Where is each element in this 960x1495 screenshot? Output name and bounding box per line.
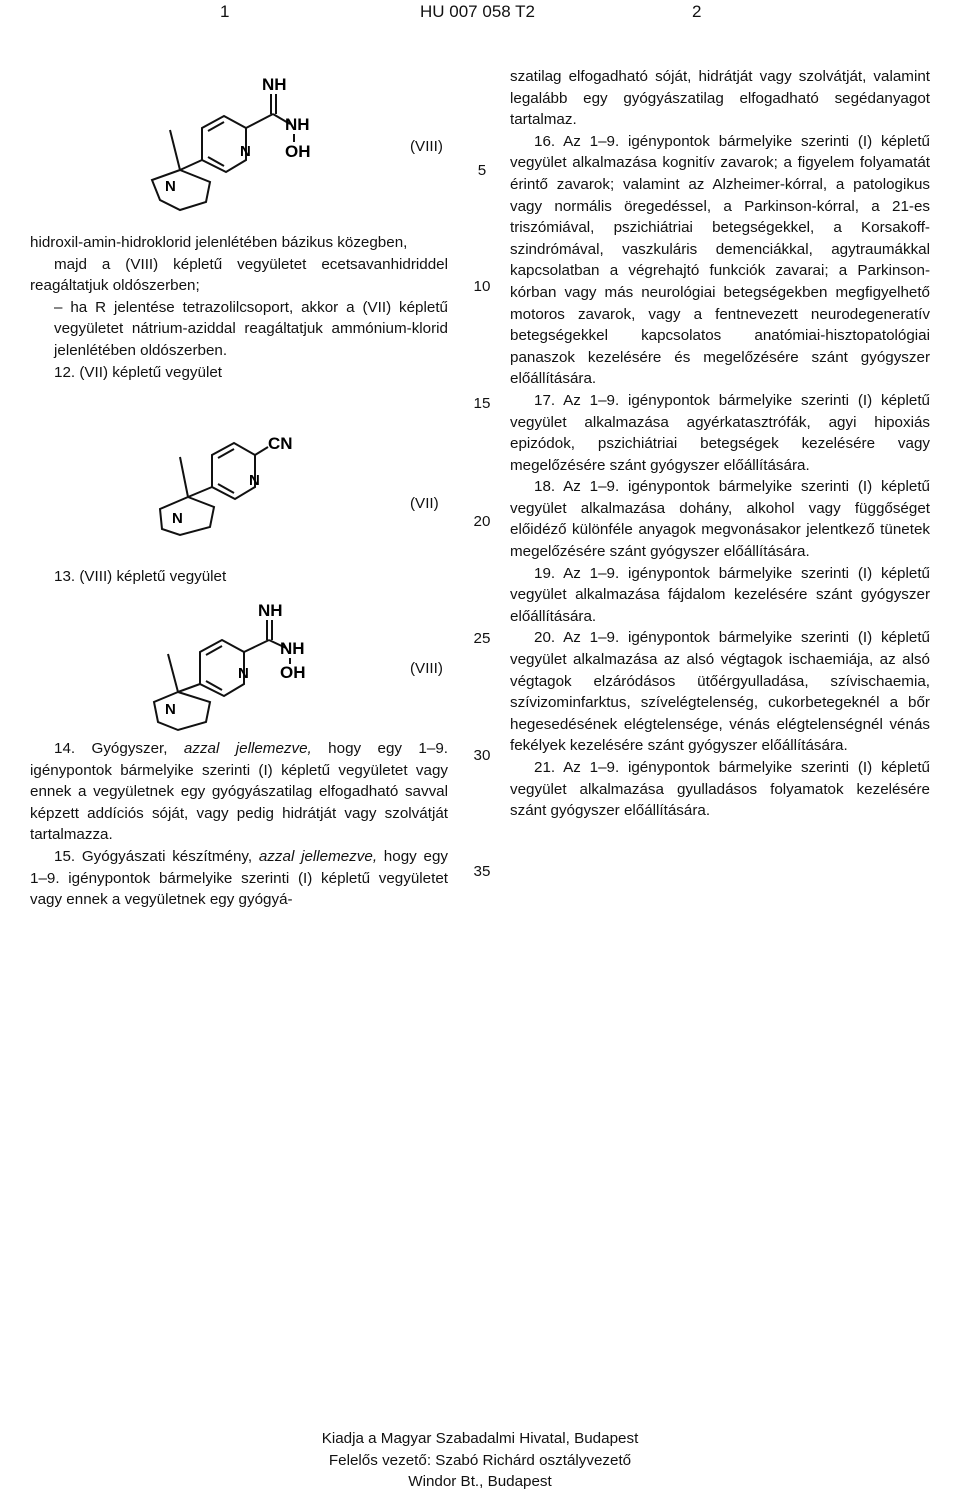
imprint [0, 1428, 960, 1493]
claim-13: 13. (VIII) képletű vegyület [54, 568, 227, 585]
atom-n-label: N [249, 472, 260, 489]
paragraph: hidroxil-amin-hidroklorid jelenlétében bázikus közegben, [30, 234, 408, 251]
page-number-right: 2 [692, 2, 702, 21]
structure-viii-top [140, 70, 340, 230]
claim-16: 16. Az 1–9. igénypontok bármelyike szerinti (I) képletű vegyület alkalmazása kognitív zavarok; a figyelem folyamatát érintő zavarok; valamint az Alzheimer-kórral, a patologikus vagy normális öregedéssel, a Parkinson-kórral, a 21-es triszómiával, pszichiátriai betegségekkel, a Korsakoff-szindrómával, vaszkuláris demenciákkal, agytraumákkal kapcsolatban a végrehajtó funkciók zavarai; a Parkinson-kórban vagy más neurológiai betegségekben megfigyelhető motoros zavarok, vagy a fentnevezett neurodegeneratív betegségekkel kapcsolatos anatómiai-hisztopatológiai panaszok kezelésére és megelőzésére szánt gyógyszer előállítására. [510, 132, 930, 388]
paragraph: majd a (VIII) képletű vegyületet ecetsavanhidriddel reagáltatjuk oldószerben; [30, 255, 448, 295]
atom-n-label: N [240, 143, 251, 160]
paragraph: szatilag elfogadható sóját, hidrátját vagy szolvátját, valamint legalább egy gyógyászatilag elfogadható segédanyagot tartalmaz. [510, 68, 930, 129]
atom-n-label: N [172, 510, 183, 527]
responsible-line: Felelős vezető: Szabó Richárd osztályvezető [328, 1451, 632, 1469]
claim-12: 12. (VII) képletű vegyület [54, 363, 222, 381]
paragraph: – ha R jelentése tetrazolilcsoport, akkor a (VII) képletű vegyületet nátrium-aziddal reagáltatjuk ammónium-klorid jelenlétében oldószerben. [54, 298, 448, 359]
page-number-left: 1 [220, 2, 230, 21]
structure-vii [140, 425, 320, 545]
claim-19: 19. Az 1–9. igénypontok bármelyike szerinti (I) képletű vegyület alkalmazása fájdalom kezelésére szánt gyógyszer előállítására. [510, 564, 930, 625]
line-number: 25 [473, 630, 491, 647]
formula-label: (VIII) [410, 660, 443, 677]
atom-nh-label: NH [262, 75, 287, 94]
atom-nh-label: NH [258, 601, 283, 620]
line-number: 10 [473, 278, 491, 295]
formula-label: (VII) [410, 495, 439, 512]
printer-line: Windor Bt., Budapest [408, 1473, 552, 1490]
atom-n-label: N [165, 701, 176, 718]
line-number: 35 [473, 863, 491, 880]
formula-label: (VIII) [410, 138, 443, 155]
claim-20: 20. Az 1–9. igénypontok bármelyike szerinti (I) képletű vegyület alkalmazása az alsó végtagok ischaemiája, az alsó végtagok elzáródásos ütőérgyulladása, szívischaemia, szívizominfarktus, szívelégtelenség, cukorbetegeknél a bőr hegesedésének elégtelensége, vénás elégtelenségnél vénás fekélyek kezelésére szánt gyógyszer előállítására. [510, 629, 930, 755]
claim-17: 17. Az 1–9. igénypontok bármelyike szerinti (I) képletű vegyület alkalmazása agyérkatasztrófák, agyi hipoxiás epizódok, pszichiátriai betegségek kezelésére vagy megelőzésére szánt gyógyszer előállítására. [510, 391, 930, 474]
line-number: 30 [473, 747, 491, 764]
line-number: 20 [473, 513, 491, 530]
claim-21: 21. Az 1–9. igénypontok bármelyike szerinti (I) képletű vegyület alkalmazása gyulladásos folyamatok kezelésére szánt gyógyszer előállítására. [510, 759, 930, 820]
right-column [510, 66, 930, 822]
atom-nh-label: NH [280, 639, 305, 658]
claim-14: 14. Gyógyszer, azzal jellemezve, hogy egy 1–9. igénypontok bármelyike szerinti (I) képletű vegyületet vagy ennek a vegyületnek egy gyógyászatilag elfogadható savval képzett addíciós sóját, vagy pedig hidrátját vagy szolvátját tartalmazza. [30, 740, 448, 844]
line-number: 15 [473, 395, 491, 412]
atom-n-label: N [238, 665, 249, 682]
structure-viii [140, 598, 340, 748]
document-title: HU 007 058 T2 [420, 2, 535, 21]
atom-oh-label: OH [280, 663, 306, 682]
atom-oh-label: OH [285, 142, 311, 161]
claim-15: 15. Gyógyászati készítmény, azzal jellemezve, hogy egy 1–9. igénypontok bármelyike szerinti (I) képletű vegyületet vagy ennek a vegyületnek egy gyógyá- [30, 847, 448, 909]
line-number: 5 [477, 162, 487, 179]
atom-nh-label: NH [285, 115, 310, 134]
atom-cn-label: CN [268, 434, 293, 453]
left-column-top [30, 232, 448, 383]
claim-18: 18. Az 1–9. igénypontok bármelyike szerinti (I) képletű vegyület alkalmazása dohány, alkohol vagy függőséget előidéző különféle anyagok megvonásakor jelentkező tünetek megelőzésére szánt gyógyszer előállítására. [510, 478, 930, 561]
publisher-line: Kiadja a Magyar Szabadalmi Hivatal, Budapest [321, 1430, 639, 1447]
left-column-bottom [30, 738, 448, 911]
atom-n-label: N [165, 178, 176, 195]
